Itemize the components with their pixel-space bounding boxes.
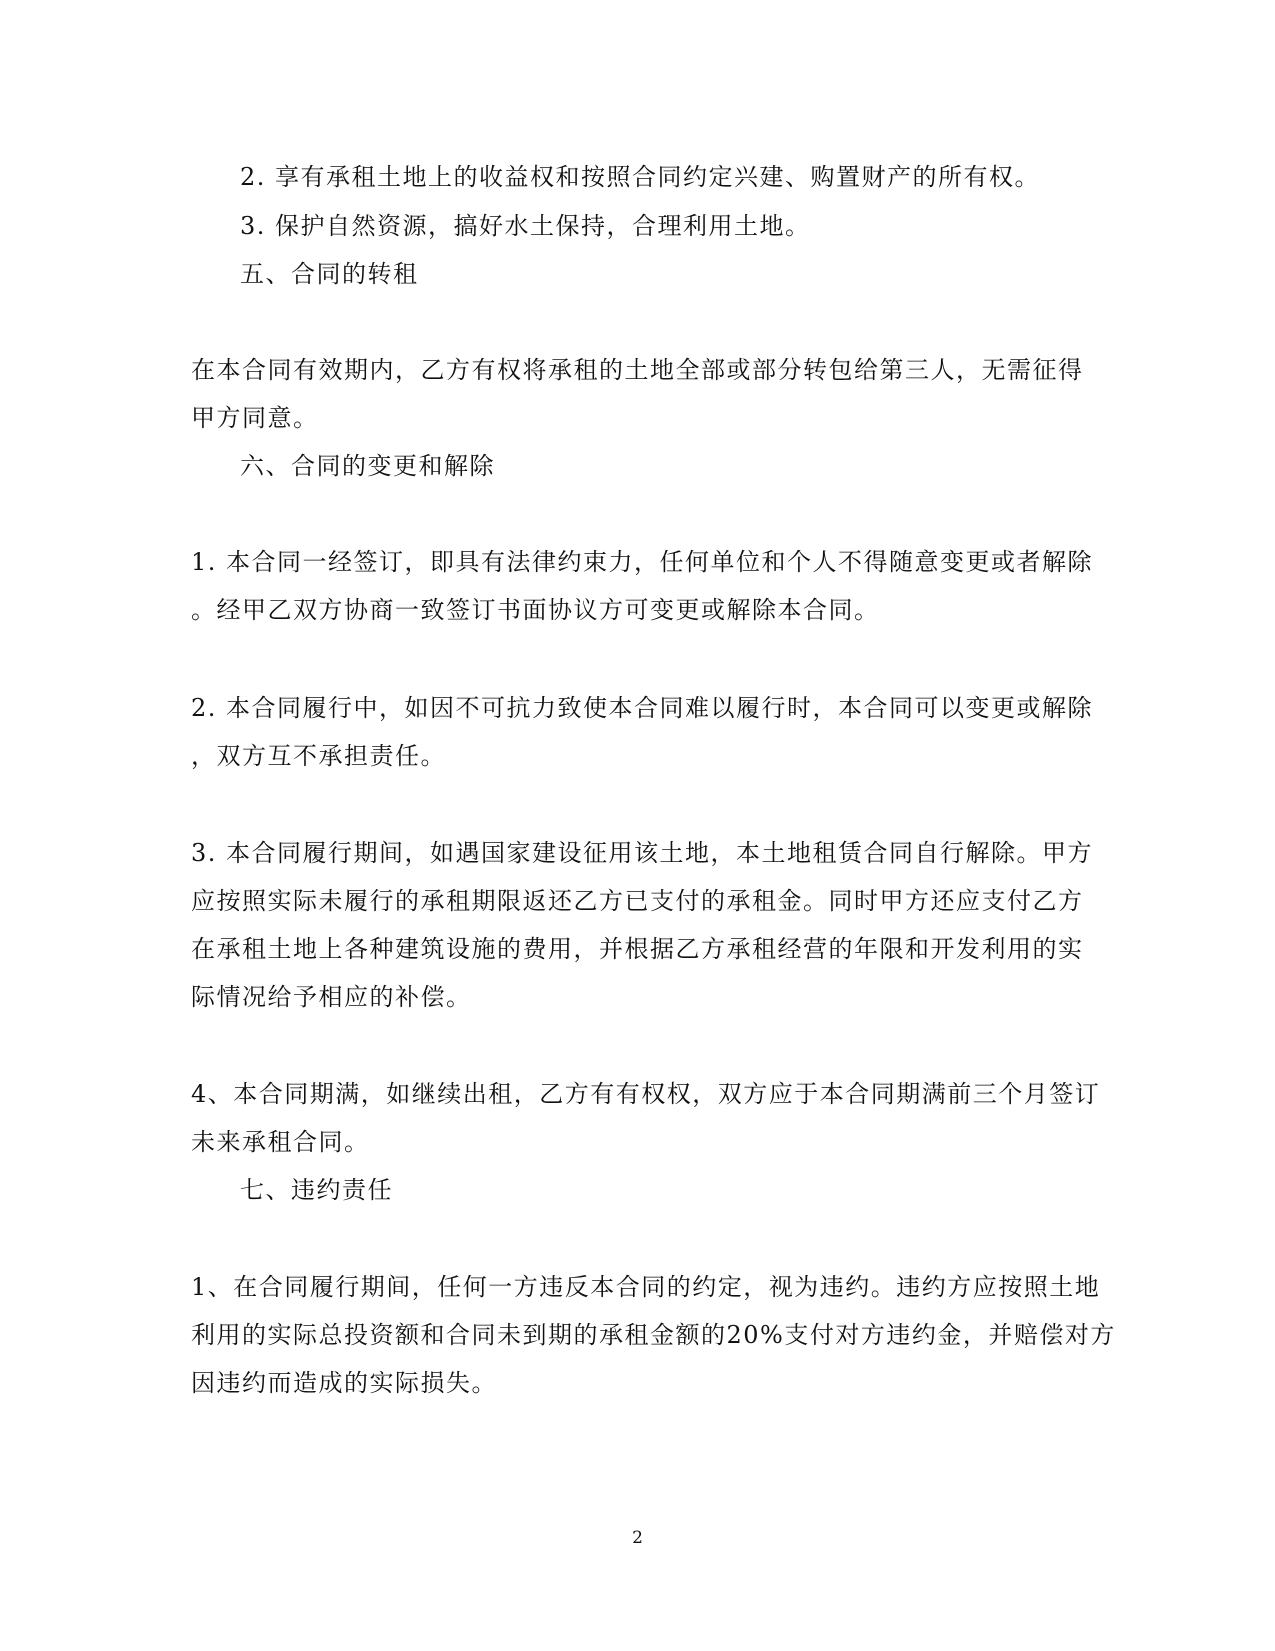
clause-6-2-line-2: ，双方互不承担责任。 xyxy=(191,742,446,770)
clause-6-4-line-2: 未来承租合同。 xyxy=(191,1128,370,1156)
clause-4-3: 3. 保护自然资源，搞好水土保持，合理利用土地。 xyxy=(240,212,811,240)
clause-6-3-line-1: 3. 本合同履行期间，如遇国家建设征用该土地，本土地租赁合同自行解除。甲方 xyxy=(191,839,1094,867)
clause-4-2: 2. 享有承租土地上的收益权和按照合同约定兴建、购置财产的所有权。 xyxy=(240,163,1041,191)
clause-6-3-line-3: 在承租土地上各种建筑设施的费用，并根据乙方承租经营的年限和开发利用的实 xyxy=(191,935,1084,963)
clause-6-2-line-1: 2. 本合同履行中，如因不可抗力致使本合同难以履行时，本合同可以变更或解除 xyxy=(191,694,1094,722)
clause-7-1-line-3: 因违约而造成的实际损失。 xyxy=(191,1369,497,1397)
clause-6-3-line-4: 际情况给予相应的补偿。 xyxy=(191,983,472,1011)
section-heading-6: 六、合同的变更和解除 xyxy=(240,452,495,480)
paragraph-sublease-line-1: 在本合同有效期内，乙方有权将承租的土地全部或部分转包给第三人，无需征得 xyxy=(191,356,1084,384)
clause-6-3-line-2: 应按照实际未履行的承租期限返还乙方已支付的承租金。同时甲方还应支付乙方 xyxy=(191,887,1084,915)
clause-7-1-line-2: 利用的实际总投资额和合同未到期的承租金额的20%支付对方违约金，并赔偿对方 xyxy=(191,1321,1116,1349)
section-heading-7: 七、违约责任 xyxy=(240,1176,393,1204)
clause-6-1-line-2: 。经甲乙双方协商一致签订书面协议方可变更或解除本合同。 xyxy=(191,596,880,624)
page-number: 2 xyxy=(632,1528,643,1548)
clause-6-4-line-1: 4、本合同期满，如继续出租，乙方有有权权，双方应于本合同期满前三个月签订 xyxy=(191,1080,1101,1108)
paragraph-sublease-line-2: 甲方同意。 xyxy=(191,404,319,432)
clause-7-1-line-1: 1、在合同履行期间，任何一方违反本合同的约定，视为违约。违约方应按照土地 xyxy=(191,1273,1101,1301)
section-heading-5: 五、合同的转租 xyxy=(240,260,419,288)
clause-6-1-line-1: 1. 本合同一经签订，即具有法律约束力，任何单位和个人不得随意变更或者解除 xyxy=(191,548,1094,576)
